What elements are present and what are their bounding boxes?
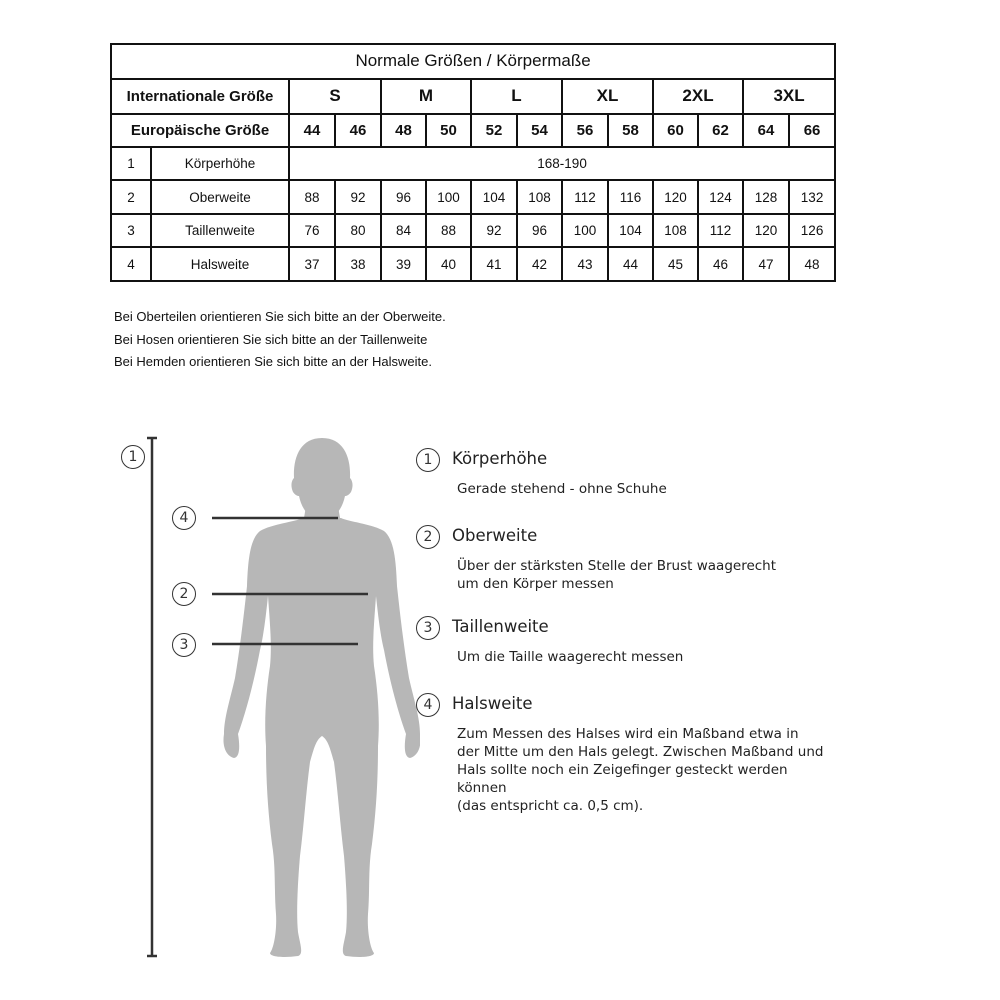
eu-size-cell: 50 xyxy=(426,114,471,147)
table-cell: 76 xyxy=(289,214,335,248)
marker-koerperhoehe: 1 xyxy=(121,445,145,469)
table-cell: 88 xyxy=(426,214,471,248)
table-cell: 41 xyxy=(471,247,517,281)
table-cell: 104 xyxy=(608,214,653,248)
legend-number: 2 xyxy=(416,525,440,549)
table-cell: 47 xyxy=(743,247,789,281)
row-number: 1 xyxy=(111,147,151,181)
measurement-figure xyxy=(0,400,1000,1000)
table-cell: 120 xyxy=(653,180,698,214)
legend-description: Zum Messen des Halses wird ein Maßband etwa in der Mitte um den Hals gelegt. Zwischen Maßband und Hals sollte noch ein Zeigefinger gesteckt werden können (das entspricht ca. 0,5 cm). xyxy=(457,726,824,814)
table-cell: 45 xyxy=(653,247,698,281)
eu-size-cell: 60 xyxy=(653,114,698,147)
international-size-label: Internationale Größe xyxy=(111,79,289,115)
note-line: Bei Oberteilen orientieren Sie sich bitte an der Oberweite. xyxy=(114,309,446,324)
table-cell: 100 xyxy=(562,214,608,248)
table-row-taillenweite xyxy=(111,214,835,248)
marker-halsweite: 4 xyxy=(172,506,196,530)
table-cell: 80 xyxy=(335,214,381,248)
koerperhoehe-value: 168-190 xyxy=(289,147,835,181)
table-cell: 96 xyxy=(381,180,426,214)
row-number: 2 xyxy=(111,180,151,214)
table-cell: 38 xyxy=(335,247,381,281)
eu-size-cell: 54 xyxy=(517,114,562,147)
intl-size-cell: 3XL xyxy=(743,79,835,115)
eu-size-cell: 66 xyxy=(789,114,835,147)
table-cell: 44 xyxy=(608,247,653,281)
table-cell: 40 xyxy=(426,247,471,281)
marker-taillenweite: 3 xyxy=(172,633,196,657)
table-cell: 39 xyxy=(381,247,426,281)
size-table xyxy=(110,43,836,282)
intl-size-cell: 2XL xyxy=(653,79,743,115)
table-cell: 48 xyxy=(789,247,835,281)
legend-number: 1 xyxy=(416,448,440,472)
row-number: 4 xyxy=(111,247,151,281)
table-cell: 84 xyxy=(381,214,426,248)
intl-size-cell: L xyxy=(471,79,562,115)
row-label: Halsweite xyxy=(151,247,289,281)
intl-size-cell: XL xyxy=(562,79,653,115)
legend-number: 4 xyxy=(416,693,440,717)
table-cell: 46 xyxy=(698,247,743,281)
table-cell: 42 xyxy=(517,247,562,281)
table-title: Normale Größen / Körpermaße xyxy=(111,44,835,79)
table-cell: 92 xyxy=(335,180,381,214)
intl-size-cell: S xyxy=(289,79,381,115)
table-cell: 100 xyxy=(426,180,471,214)
table-cell: 88 xyxy=(289,180,335,214)
eu-size-cell: 64 xyxy=(743,114,789,147)
european-size-row xyxy=(111,114,835,147)
legend-taillenweite xyxy=(416,616,837,666)
row-label: Oberweite xyxy=(151,180,289,214)
eu-size-cell: 58 xyxy=(608,114,653,147)
marker-oberweite: 2 xyxy=(172,582,196,606)
table-cell: 112 xyxy=(562,180,608,214)
legend-oberweite xyxy=(416,525,837,593)
note-line: Bei Hemden orientieren Sie sich bitte an der Halsweite. xyxy=(114,354,432,369)
table-cell: 96 xyxy=(517,214,562,248)
row-label: Taillenweite xyxy=(151,214,289,248)
table-cell: 104 xyxy=(471,180,517,214)
legend-description: Gerade stehend - ohne Schuhe xyxy=(457,481,667,497)
table-cell: 37 xyxy=(289,247,335,281)
table-cell: 112 xyxy=(698,214,743,248)
row-number: 3 xyxy=(111,214,151,248)
eu-size-cell: 52 xyxy=(471,114,517,147)
eu-size-cell: 62 xyxy=(698,114,743,147)
international-size-row xyxy=(111,79,835,115)
table-cell: 126 xyxy=(789,214,835,248)
legend-number: 3 xyxy=(416,616,440,640)
table-cell: 124 xyxy=(698,180,743,214)
table-cell: 43 xyxy=(562,247,608,281)
intl-size-cell: M xyxy=(381,79,471,115)
table-row-koerperhoehe xyxy=(111,147,835,181)
legend-title: Oberweite xyxy=(452,526,538,545)
legend-description: Um die Taille waagerecht messen xyxy=(457,649,684,665)
table-cell: 108 xyxy=(517,180,562,214)
legend-koerperhoehe xyxy=(416,448,837,498)
legend-title: Taillenweite xyxy=(452,617,549,636)
legend-title: Körperhöhe xyxy=(452,449,548,468)
legend-halsweite xyxy=(416,693,837,815)
legend-title: Halsweite xyxy=(452,694,533,713)
human-silhouette-icon xyxy=(0,400,420,1000)
table-row-oberweite xyxy=(111,180,835,214)
table-cell: 128 xyxy=(743,180,789,214)
table-cell: 132 xyxy=(789,180,835,214)
eu-size-cell: 44 xyxy=(289,114,335,147)
table-cell: 120 xyxy=(743,214,789,248)
table-row-halsweite xyxy=(111,247,835,281)
eu-size-cell: 48 xyxy=(381,114,426,147)
note-line: Bei Hosen orientieren Sie sich bitte an der Taillenweite xyxy=(114,331,428,347)
table-cell: 116 xyxy=(608,180,653,214)
legend-description: Über der stärksten Stelle der Brust waagerecht um den Körper messen xyxy=(457,558,777,592)
table-cell: 92 xyxy=(471,214,517,248)
size-notes xyxy=(114,306,446,374)
table-cell: 108 xyxy=(653,214,698,248)
row-label: Körperhöhe xyxy=(151,147,289,181)
eu-size-cell: 46 xyxy=(335,114,381,147)
european-size-label: Europäische Größe xyxy=(111,114,289,147)
eu-size-cell: 56 xyxy=(562,114,608,147)
